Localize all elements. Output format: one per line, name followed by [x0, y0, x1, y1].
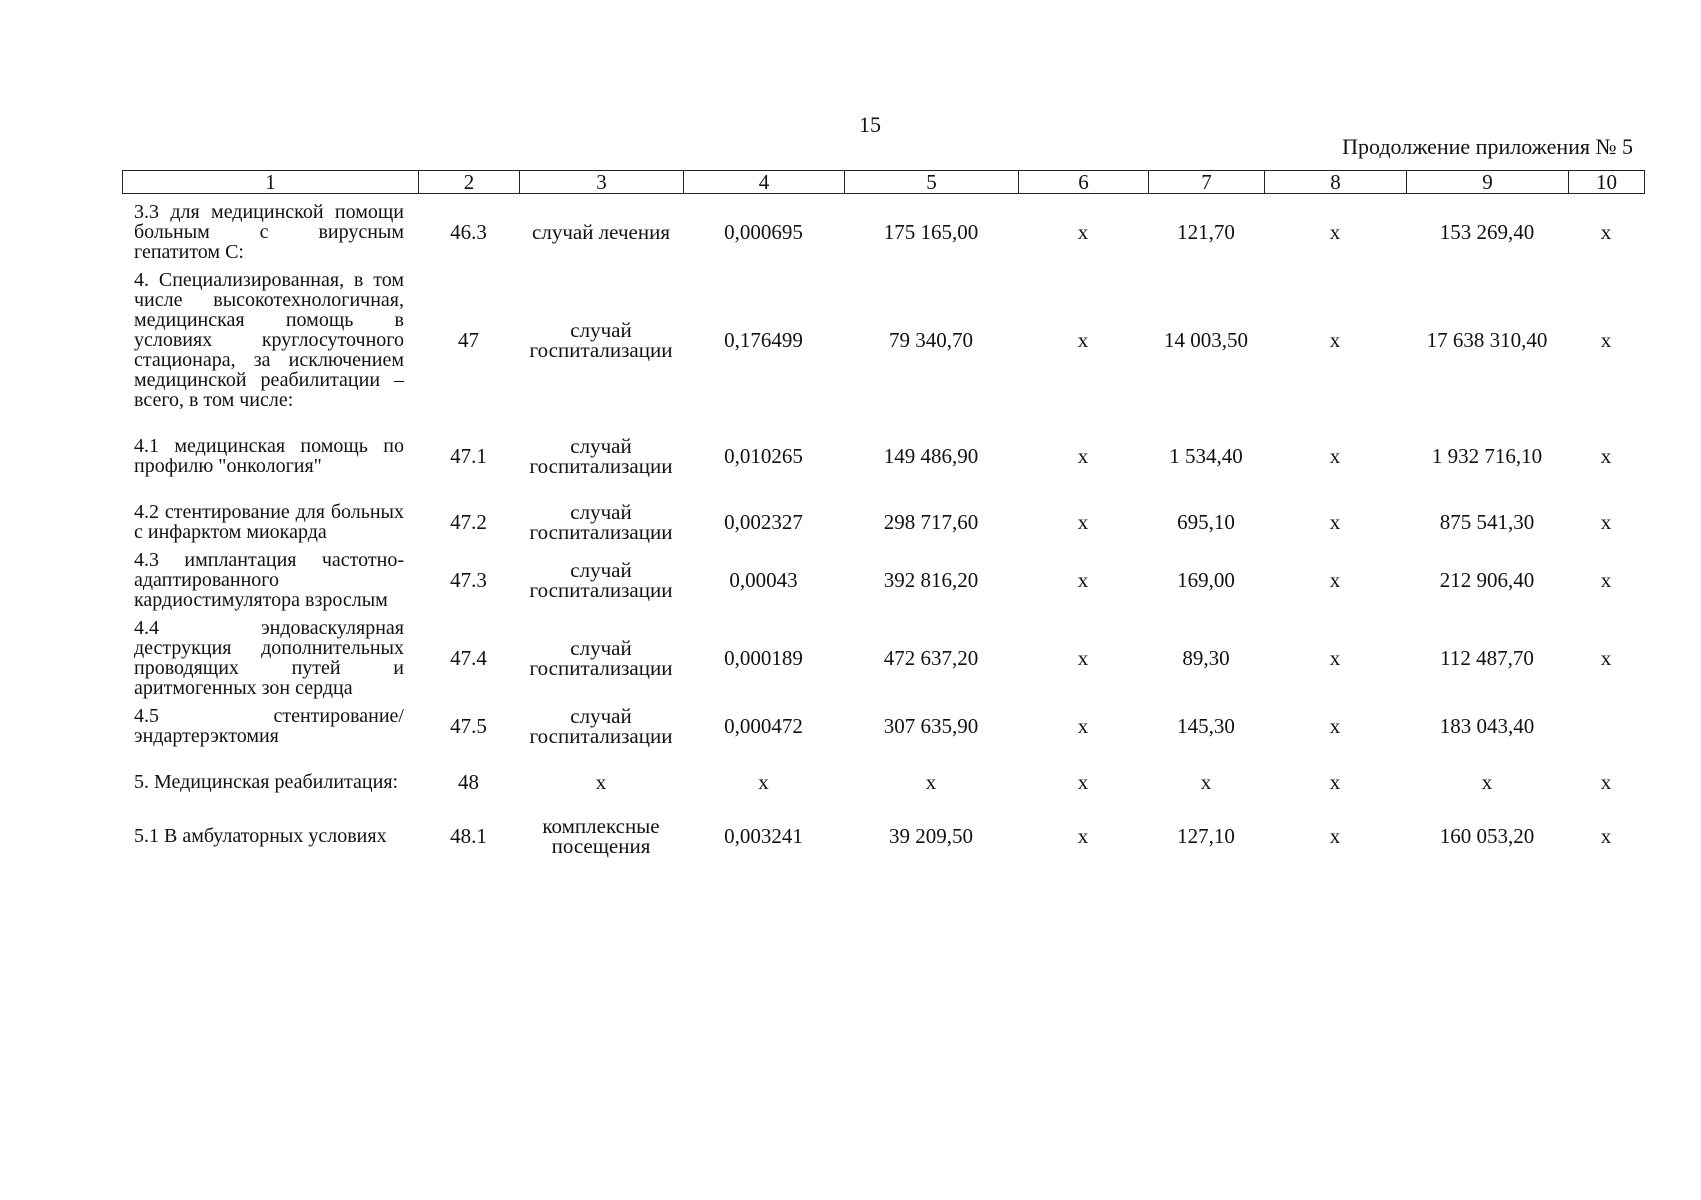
- row-col4: 0,00043: [729, 568, 798, 592]
- row-col5: 298 717,60: [883, 510, 979, 534]
- row-unit: случай госпитализации: [529, 704, 673, 748]
- header-row: [123, 171, 1645, 194]
- header-cell-3: 3: [520, 171, 684, 194]
- row-col9: 1 932 716,10: [1431, 444, 1543, 468]
- row-col5: 39 209,50: [889, 824, 973, 848]
- header-cell-6: 6: [1019, 171, 1149, 194]
- table-row: [122, 498, 1644, 546]
- table-row: [122, 432, 1644, 480]
- row-name: 5.1 В амбулаторных условиях: [134, 825, 387, 847]
- row-col6: х: [1077, 824, 1089, 848]
- header-cell-9: 9: [1407, 171, 1569, 194]
- row-col9: 212 906,40: [1439, 568, 1535, 592]
- row-code: 47: [458, 328, 479, 352]
- row-col5: 392 816,20: [883, 568, 979, 592]
- row-col8: х: [1329, 328, 1341, 352]
- row-col6: х: [1077, 568, 1089, 592]
- row-unit: х: [595, 770, 607, 794]
- row-col6: х: [1077, 714, 1089, 738]
- row-col10: х: [1600, 510, 1612, 534]
- row-name: 4.3 имплантация частотно-адаптированного кардиостимулятора взрослым: [134, 549, 404, 611]
- row-col6: х: [1077, 646, 1089, 670]
- row-col5: 149 486,90: [883, 444, 979, 468]
- row-unit: случай госпитализации: [529, 500, 673, 544]
- row-col4: 0,002327: [724, 510, 803, 534]
- table-row: [122, 768, 1644, 796]
- row-col8: х: [1329, 824, 1341, 848]
- row-code: 47.1: [450, 444, 487, 468]
- row-name: 4.1 медицинская помощь по профилю "онкология": [134, 435, 404, 477]
- row-col8: х: [1329, 220, 1341, 244]
- row-col8: х: [1329, 510, 1341, 534]
- row-col9: 112 487,70: [1440, 646, 1534, 670]
- row-col8: х: [1329, 714, 1341, 738]
- header-cell-5: 5: [845, 171, 1019, 194]
- row-col10: х: [1600, 770, 1612, 794]
- row-col10: х: [1600, 824, 1612, 848]
- row-col7: 695,10: [1177, 510, 1235, 534]
- row-unit: комплексные посещения: [542, 814, 660, 858]
- row-col4: 0,000695: [724, 220, 803, 244]
- row-col9: 160 053,20: [1439, 824, 1535, 848]
- row-name: 4. Специализированная, в том числе высокотехнологичная, медицинская помощь в условиях круглосуточного стационара, за исключением медицинской реабилитации – всего, в том числе:: [134, 269, 404, 411]
- header-cell-1: 1: [123, 171, 419, 194]
- row-col4: 0,176499: [724, 328, 803, 352]
- data-table: [122, 198, 1644, 858]
- row-code: 47.3: [450, 568, 487, 592]
- row-col8: х: [1329, 770, 1341, 794]
- row-col6: х: [1077, 444, 1089, 468]
- row-unit: случай госпитализации: [529, 318, 673, 362]
- table-row: [122, 198, 1644, 266]
- row-code: 47.4: [450, 646, 487, 670]
- row-col9: х: [1481, 770, 1493, 794]
- row-unit: случай лечения: [532, 220, 670, 244]
- row-name: 4.4 эндоваскулярная деструкция дополнительных проводящих путей и аритмогенных зон сердца: [134, 617, 404, 699]
- row-col9: 183 043,40: [1439, 714, 1535, 738]
- row-col8: х: [1329, 444, 1341, 468]
- row-col7: 169,00: [1177, 568, 1235, 592]
- row-col5: 175 165,00: [883, 220, 979, 244]
- row-col6: х: [1077, 328, 1089, 352]
- row-col4: х: [758, 770, 769, 794]
- row-col10: х: [1600, 646, 1612, 670]
- row-col5: 79 340,70: [889, 328, 973, 352]
- row-col4: 0,000472: [724, 714, 803, 738]
- row-name: 4.5 стентирование/ эндартерэктомия: [134, 705, 404, 747]
- table-row: [122, 614, 1644, 702]
- continuation-label: Продолжение приложения № 5: [1342, 134, 1633, 159]
- row-col7: 1 534,40: [1169, 444, 1243, 468]
- row-col10: [1568, 702, 1644, 750]
- row-col5: 307 635,90: [883, 714, 979, 738]
- row-name: 4.2 стентирование для больных с инфарктом миокарда: [134, 501, 404, 543]
- header-cell-2: 2: [419, 171, 520, 194]
- row-unit: случай госпитализации: [529, 558, 673, 602]
- row-col7: 145,30: [1177, 714, 1235, 738]
- row-name: 5. Медицинская реабилитация:: [134, 771, 399, 793]
- row-col9: 17 638 310,40: [1426, 328, 1548, 352]
- table-row: [122, 814, 1644, 858]
- row-col4: 0,003241: [724, 824, 803, 848]
- row-col10: х: [1600, 444, 1612, 468]
- table-row: [122, 702, 1644, 750]
- row-code: 48: [458, 770, 479, 794]
- row-col5: 472 637,20: [883, 646, 979, 670]
- row-col7: 121,70: [1177, 220, 1235, 244]
- row-col9: 153 269,40: [1439, 220, 1535, 244]
- row-col10: х: [1600, 568, 1612, 592]
- row-unit: случай госпитализации: [529, 434, 673, 478]
- header-cell-10: 10: [1569, 171, 1645, 194]
- header-cell-7: 7: [1149, 171, 1265, 194]
- row-col4: 0,010265: [724, 444, 803, 468]
- row-spacer: [122, 750, 1644, 768]
- row-col7: 89,30: [1182, 646, 1230, 670]
- row-col4: 0,000189: [724, 646, 803, 670]
- row-col9: 875 541,30: [1439, 510, 1535, 534]
- row-col7: х: [1200, 770, 1212, 794]
- row-col5: х: [925, 770, 937, 794]
- row-col6: х: [1077, 510, 1089, 534]
- row-code: 46.3: [450, 220, 487, 244]
- row-col10: х: [1600, 220, 1612, 244]
- row-col6: х: [1077, 770, 1089, 794]
- row-col7: 127,10: [1177, 824, 1235, 848]
- row-col10: х: [1600, 328, 1612, 352]
- row-code: 47.2: [450, 510, 487, 534]
- row-col8: х: [1329, 646, 1341, 670]
- column-number-header: [122, 170, 1645, 194]
- row-col7: 14 003,50: [1164, 328, 1248, 352]
- page-number: 15: [859, 112, 881, 137]
- table-row: [122, 266, 1644, 414]
- row-code: 48.1: [450, 824, 487, 848]
- row-spacer: [122, 480, 1644, 498]
- row-unit: случай госпитализации: [529, 636, 673, 680]
- row-code: 47.5: [450, 714, 487, 738]
- header-cell-8: 8: [1265, 171, 1407, 194]
- row-name: 3.3 для медицинской помощи больным с вирусным гепатитом С:: [134, 201, 404, 263]
- table-row: [122, 546, 1644, 614]
- header-cell-4: 4: [684, 171, 845, 194]
- row-spacer: [122, 796, 1644, 814]
- row-spacer: [122, 414, 1644, 432]
- row-col6: х: [1077, 220, 1089, 244]
- row-col8: х: [1329, 568, 1341, 592]
